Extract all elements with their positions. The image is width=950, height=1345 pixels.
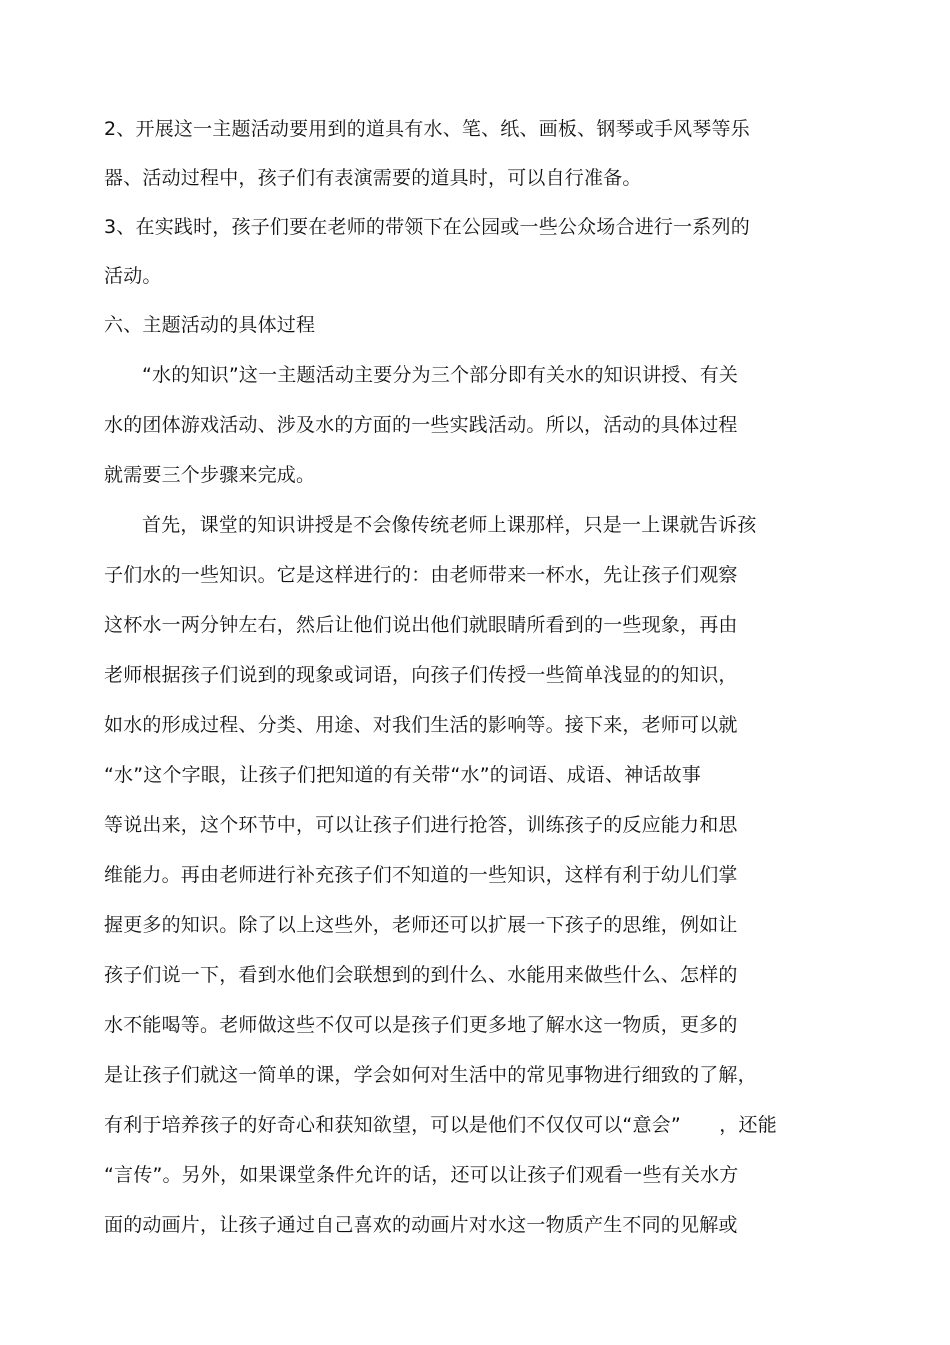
text-line: 活动。 <box>104 265 162 287</box>
text-line: 这杯水一两分钟左右，然后让他们说出他们就眼睛所看到的一些现象，再由 <box>104 614 738 636</box>
text-line: 就需要三个步骤来完成。 <box>104 464 316 486</box>
text-line: 握更多的知识。除了以上这些外，老师还可以扩展一下孩子的思维，例如让 <box>104 914 738 936</box>
text-line: 孩子们说一下，看到水他们会联想到的到什么、水能用来做些什么、怎样的 <box>104 964 738 986</box>
text-line: 2、开展这一主题活动要用到的道具有水、笔、纸、画板、钢琴或手风琴等乐 <box>104 118 750 140</box>
section-heading: 六、主题活动的具体过程 <box>104 314 316 336</box>
paragraph-first-line: “水的知识”这一主题活动主要分为三个部分即有关水的知识讲授、有关 <box>142 364 739 386</box>
text-line: 器、活动过程中，孩子们有表演需要的道具时，可以自行准备。 <box>104 167 642 189</box>
paragraph-first-line: 首先，课堂的知识讲授是不会像传统老师上课那样，只是一上课就告诉孩 <box>142 514 757 536</box>
text-line: “言传”。另外，如果课堂条件允许的话，还可以让孩子们观看一些有关水方 <box>104 1164 739 1186</box>
text-line: 维能力。再由老师进行补充孩子们不知道的一些知识，这样有利于幼儿们掌 <box>104 864 738 886</box>
text-line: “水”这个字眼，让孩子们把知道的有关带“水”的词语、成语、神话故事 <box>104 764 701 786</box>
text-line: 3、在实践时，孩子们要在老师的带领下在公园或一些公众场合进行一系列的 <box>104 216 750 238</box>
text-line: 有利于培养孩子的好奇心和获知欲望，可以是他们不仅仅可以“意会” ，还能 <box>104 1114 777 1136</box>
text-line: 水的团体游戏活动、涉及水的方面的一些实践活动。所以，活动的具体过程 <box>104 414 738 436</box>
text-line: 子们水的一些知识。它是这样进行的：由老师带来一杯水，先让孩子们观察 <box>104 564 738 586</box>
text-line: 水不能喝等。老师做这些不仅可以是孩子们更多地了解水这一物质，更多的 <box>104 1014 738 1036</box>
text-line: 是让孩子们就这一简单的课，学会如何对生活中的常见事物进行细致的了解， <box>104 1064 757 1086</box>
text-line: 等说出来，这个环节中，可以让孩子们进行抢答，训练孩子的反应能力和思 <box>104 814 738 836</box>
text-line: 面的动画片，让孩子通过自己喜欢的动画片对水这一物质产生不同的见解或 <box>104 1214 738 1236</box>
text-line: 老师根据孩子们说到的现象或词语，向孩子们传授一些简单浅显的的知识， <box>104 664 738 686</box>
text-line: 如水的形成过程、分类、用途、对我们生活的影响等。接下来，老师可以就 <box>104 714 738 736</box>
